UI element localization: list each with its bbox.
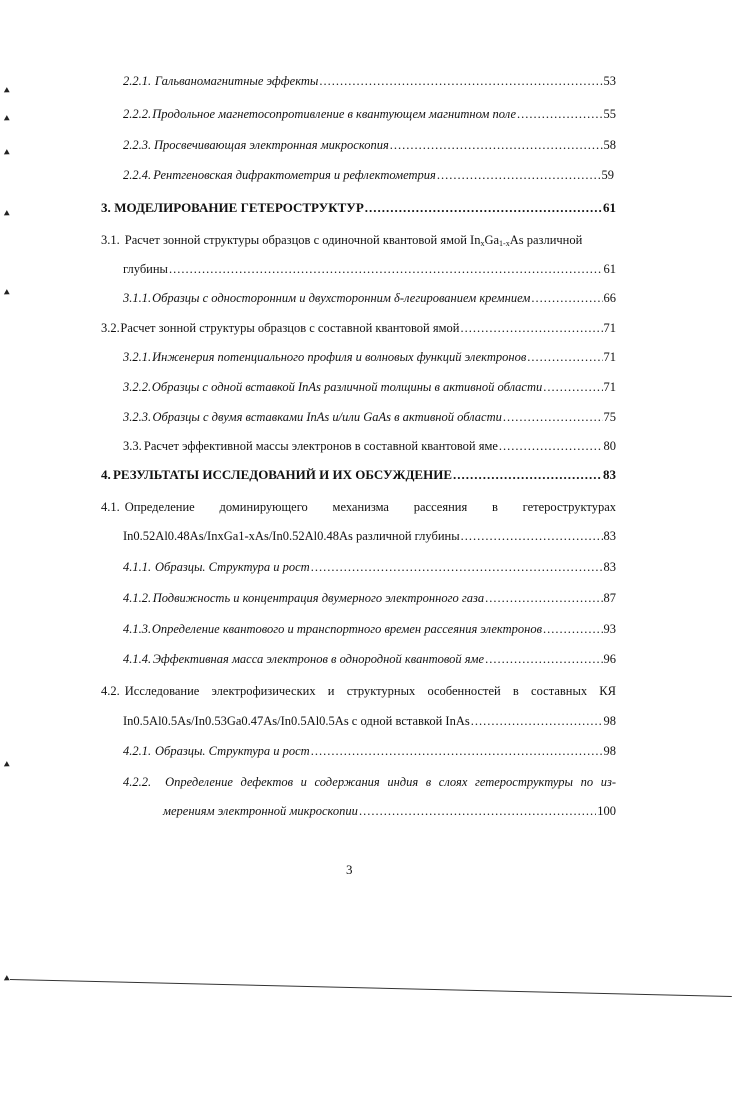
toc-leader-dots — [169, 259, 603, 279]
toc-entry-page: 71 — [603, 380, 616, 394]
toc-entry-title: МОДЕЛИРОВАНИЕ ГЕТЕРОСТРУКТУР — [114, 200, 364, 215]
toc-leader-dots — [499, 436, 603, 456]
toc-entry-title: Определение квантового и транспортного времен рассеяния электронов — [151, 622, 543, 636]
toc-entry-page: 83 — [603, 529, 616, 543]
toc-leader-dots — [531, 288, 602, 308]
toc-entry-number: 2.2.4. — [123, 168, 152, 182]
toc-entry-title: Расчет зонной структуры образцов с одиночной квантовой ямой $In_xGa_{1-x}As$ различной — [124, 233, 583, 248]
toc-entry — [123, 649, 616, 669]
toc-leader-dots — [527, 347, 602, 367]
toc-entry-page: 53 — [603, 74, 616, 88]
toc-entry-number: 4.1.2. — [123, 591, 152, 605]
toc-entry-number: 4.1. — [101, 500, 120, 514]
toc-chapter — [101, 198, 616, 218]
toc-entry-page: 61 — [603, 262, 616, 276]
scan-mark — [4, 87, 11, 95]
toc-entry-title: Рентгеновская дифрактометрия и рефлектометрия — [153, 168, 436, 182]
toc-leader-dots — [471, 711, 603, 731]
toc-entry-number: 3.2.1. — [123, 350, 152, 364]
toc-leader-dots — [359, 801, 596, 821]
toc-entry-page: 98 — [603, 744, 616, 758]
toc-entry-page: 93 — [603, 622, 616, 636]
toc-entry-page: 55 — [603, 107, 616, 121]
toc-entry-page: 71 — [603, 321, 616, 335]
toc-entry-number: 4.1.4. — [123, 652, 152, 666]
toc-entry — [123, 741, 616, 761]
toc-entry-number: 2.2.2. — [123, 107, 152, 121]
toc-leader-dots — [485, 649, 602, 669]
toc-entry — [123, 619, 616, 639]
toc-chapter — [101, 465, 616, 485]
toc-entry-title: Определение дефектов и содержания индия в слоях гетероструктуры по из- — [165, 775, 616, 789]
toc-section-line1 — [101, 497, 616, 517]
scan-mark — [4, 289, 11, 297]
toc-leader-dots — [311, 741, 603, 761]
toc-entry — [123, 436, 616, 456]
toc-entry-title: Образцы. Структура и рост — [155, 560, 310, 574]
toc-entry — [123, 165, 614, 185]
page-number: 3 — [346, 862, 353, 877]
toc-entry-page: 83 — [603, 467, 616, 482]
toc-entry-page: 61 — [603, 200, 616, 215]
scan-mark — [4, 210, 11, 218]
toc-entry-number: 3.2. — [101, 321, 120, 335]
toc-entry-title: Образцы с двумя вставками InAs и/или GaAs в активной области — [152, 410, 502, 424]
toc-entry-title-continuation: глубины — [123, 262, 168, 276]
toc-leader-dots — [543, 619, 602, 639]
toc-entry — [123, 526, 616, 546]
toc-entry-title-continuation: In0.52Al0.48As/InxGa1-xAs/In0.52Al0.48As различной глубины — [123, 529, 460, 543]
toc-entry — [123, 104, 616, 124]
scan-mark — [4, 761, 11, 769]
toc-entry-number: 4. — [101, 467, 111, 482]
toc-entry-page: 100 — [597, 804, 616, 818]
toc-entry-number: 3.3. — [123, 439, 142, 453]
toc-entry-page: 96 — [603, 652, 616, 666]
toc-entry-title: Образцы. Структура и рост — [155, 744, 310, 758]
toc-entry-page: 87 — [603, 591, 616, 605]
toc-entry — [123, 259, 616, 279]
toc-entry-number: 3.1.1. — [123, 291, 152, 305]
toc-entry-title: Определение доминирующего механизма рассеяния в гетероструктурах — [124, 500, 616, 514]
toc-entry — [123, 347, 616, 367]
toc-leader-dots — [543, 377, 602, 397]
toc-leader-dots — [319, 71, 602, 91]
toc-entry-page: 71 — [603, 350, 616, 364]
toc-entry-number: 2.2.3. — [123, 138, 152, 152]
toc-entry — [123, 407, 616, 427]
toc-entry — [123, 288, 616, 308]
toc-entry — [163, 801, 616, 821]
toc-entry-title: Эффективная масса электронов в однородной квантовой яме — [152, 652, 485, 666]
toc-entry-page: 98 — [603, 714, 616, 728]
toc-section-line1 — [101, 230, 616, 250]
toc-leader-dots — [460, 318, 602, 338]
toc-leader-dots — [311, 557, 603, 577]
toc-entry-title-continuation: In0.5Al0.5As/In0.53Ga0.47As/In0.5Al0.5As с одной вставкой InAs — [123, 714, 470, 728]
toc-entry-page: 83 — [603, 560, 616, 574]
toc-entry — [123, 588, 616, 608]
toc-entry-title: Просвечивающая электронная микроскопия — [153, 138, 389, 152]
toc-entry-title: Инженерия потенциального профиля и волновых функций электронов — [152, 350, 527, 364]
toc-entry-number: 4.2. — [101, 684, 120, 698]
toc-entry-title: РЕЗУЛЬТАТЫ ИССЛЕДОВАНИЙ И ИХ ОБСУЖДЕНИЕ — [112, 467, 452, 482]
toc-entry-number: 3.1. — [101, 233, 120, 247]
toc-entry-page: 66 — [603, 291, 616, 305]
toc-entry — [123, 377, 616, 397]
toc-entry-title: Образцы с односторонним и двухсторонним δ-легированием кремнием — [152, 291, 531, 305]
toc-entry-page: 75 — [603, 410, 616, 424]
toc-entry-number: 3.2.3. — [123, 410, 152, 424]
scan-mark — [4, 149, 11, 157]
toc-entry-number: 2.2.1. — [123, 74, 152, 88]
toc-leader-dots — [390, 135, 603, 155]
toc-entry — [123, 557, 616, 577]
toc-entry-title: Подвижность и концентрация двумерного электронного газа — [152, 591, 485, 605]
toc-entry-number: 4.1.1. — [123, 560, 152, 574]
toc-leader-dots — [485, 588, 602, 608]
toc-entry-title: Исследование электрофизических и структурных особенностей в составных КЯ — [124, 684, 616, 698]
toc-entry-page: 58 — [603, 138, 616, 152]
toc-entry-number: 4.1.3. — [123, 622, 152, 636]
toc-section-line1 — [123, 772, 616, 792]
toc-entry-number: 3.2.2. — [123, 380, 152, 394]
toc-entry — [123, 71, 616, 91]
toc-entry-title: Образцы с одной вставкой InAs различной толщины в активной области — [151, 380, 543, 394]
toc-entry-page: 59 — [601, 168, 614, 182]
toc-entry — [123, 711, 616, 731]
toc-entry-number: 4.2.2. — [123, 775, 152, 789]
toc-entry-number: 4.2.1. — [123, 744, 152, 758]
scan-mark — [4, 115, 11, 123]
toc-entry-title: Продольное магнетосопротивление в квантующем магнитном поле — [152, 107, 517, 121]
toc-leader-dots — [461, 526, 603, 546]
toc-entry-title: Расчет зонной структуры образцов с составной квантовой ямой — [120, 321, 460, 335]
toc-leader-dots — [517, 104, 602, 124]
toc-entry-page: 80 — [603, 439, 616, 453]
toc-entry — [101, 318, 616, 338]
toc-entry-title: Гальваномагнитные эффекты — [154, 74, 319, 88]
toc-leader-dots — [453, 465, 602, 485]
toc-leader-dots — [437, 165, 601, 185]
toc-leader-dots — [365, 198, 602, 218]
toc-leader-dots — [503, 407, 603, 427]
toc-entry-number: 3. — [101, 200, 111, 215]
toc-section-line1 — [101, 681, 616, 701]
toc-entry-title-continuation: мерениям электронной микроскопии — [163, 804, 358, 818]
toc-entry — [123, 135, 616, 155]
toc-entry-title: Расчет эффективной массы электронов в составной квантовой яме — [143, 439, 498, 453]
scan-line — [10, 979, 732, 997]
